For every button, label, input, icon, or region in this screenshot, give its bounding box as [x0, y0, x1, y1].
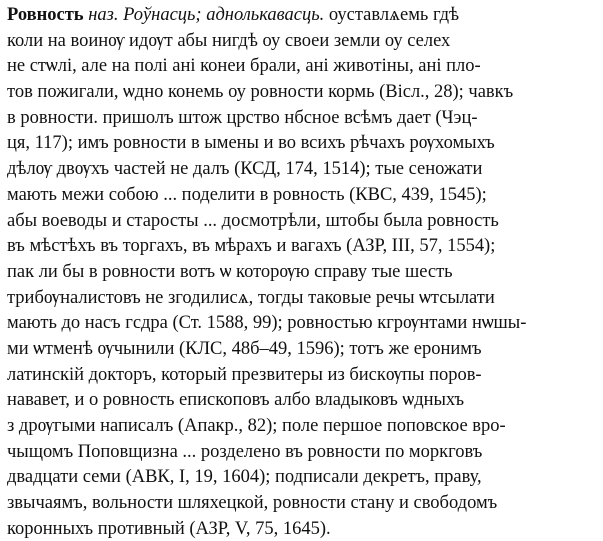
- entry-line: [7, 285, 601, 311]
- entry-text: мають межи собою ... поделити в ровность (КВС, 439, 1545);: [7, 183, 487, 205]
- grammar-and-gloss: наз. Роўнасць; аднолькавасць.: [88, 4, 325, 25]
- entry-line: [7, 28, 601, 54]
- entry-text: пак ли бы в ровности вотъ ѡ которѹю справу тые шесть: [7, 260, 453, 282]
- entry-line: [7, 79, 601, 105]
- entry-line: [7, 53, 601, 79]
- entry-text: дѣлѹ двѹхъ частей не далъ (КСД, 174, 1514); тые сеножати: [7, 158, 483, 180]
- dictionary-entry: [7, 2, 603, 541]
- entry-text: в ровности. пришолъ штож црство нбсное всѣмъ дает (Чэц-: [7, 106, 478, 128]
- entry-text: тов пожигали, ѡдно конемь оу ровности кормь (Вісл., 28); чавкъ: [7, 81, 514, 103]
- entry-line: [7, 2, 601, 28]
- headword: Ровность: [7, 4, 84, 25]
- entry-text: двадцати семи (АВК, I, 19, 1604); подписали декретъ, праву,: [7, 466, 482, 488]
- entry-text: коронныхъ противный (АЗР, V, 75, 1645).: [7, 517, 331, 539]
- entry-text: оуставлѧемь гдѣ: [324, 4, 460, 25]
- entry-line: [7, 130, 601, 156]
- entry-text: чыщомъ Поповщизна ... розделено въ ровности по моркговъ: [7, 440, 483, 462]
- entry-line: [7, 233, 601, 259]
- entry-line: [7, 310, 601, 336]
- entry-text: не стѡлі, але на полі ані конеи брали, ані животіны, ані пло-: [7, 55, 481, 77]
- entry-text: нававет, и о ровность епископовъ албо владыковъ ѡдныхъ: [7, 389, 465, 411]
- entry-text: абы воеводы и старосты ... досмотрѣли, штобы была ровность: [7, 209, 499, 231]
- entry-line: [7, 336, 601, 362]
- entry-line: [7, 387, 601, 413]
- entry-line: [7, 516, 601, 541]
- entry-text: ця, 117); имъ ровности в ымены и во всихъ рѣчахъ рѹхомыхъ: [7, 132, 495, 154]
- entry-line: [7, 259, 601, 285]
- entry-line: [7, 105, 601, 131]
- entry-text: трибѹналистовъ не згодилисѧ, тогды таковые речы ѡтсылати: [7, 286, 495, 308]
- entry-text: ми ѡтменѣ ѹчынили (КЛС, 48б–49, 1596); тотъ же еронимъ: [7, 337, 482, 359]
- entry-text: з дрѹгыми написалъ (Апакр., 82); поле першое поповское вро-: [7, 415, 506, 436]
- entry-line: [7, 156, 601, 182]
- entry-line: [7, 362, 601, 388]
- entry-text: коли на воинѹ идѹт абы нигдѣ оу своеи земли оу селех: [7, 29, 451, 51]
- entry-text: звычаямъ, вольности шляхецкой, ровности стану и свободомъ: [7, 492, 498, 514]
- entry-line: [7, 413, 601, 439]
- entry-line: [7, 439, 601, 465]
- entry-line: [7, 464, 601, 490]
- entry-text: мають до насъ гсдра (Ст. 1588, 99); ровностью кгрѹнтами нѡшы-: [7, 312, 527, 334]
- entry-line: [7, 208, 601, 234]
- entry-line: [7, 182, 601, 208]
- entry-text: въ мѣстѣхъ въ торгахъ, въ мѣрахъ и вагахъ (АЗР, III, 57, 1554);: [7, 235, 496, 257]
- entry-text: латинскій докторъ, который презвитеры из бискѹпы поров-: [7, 363, 482, 385]
